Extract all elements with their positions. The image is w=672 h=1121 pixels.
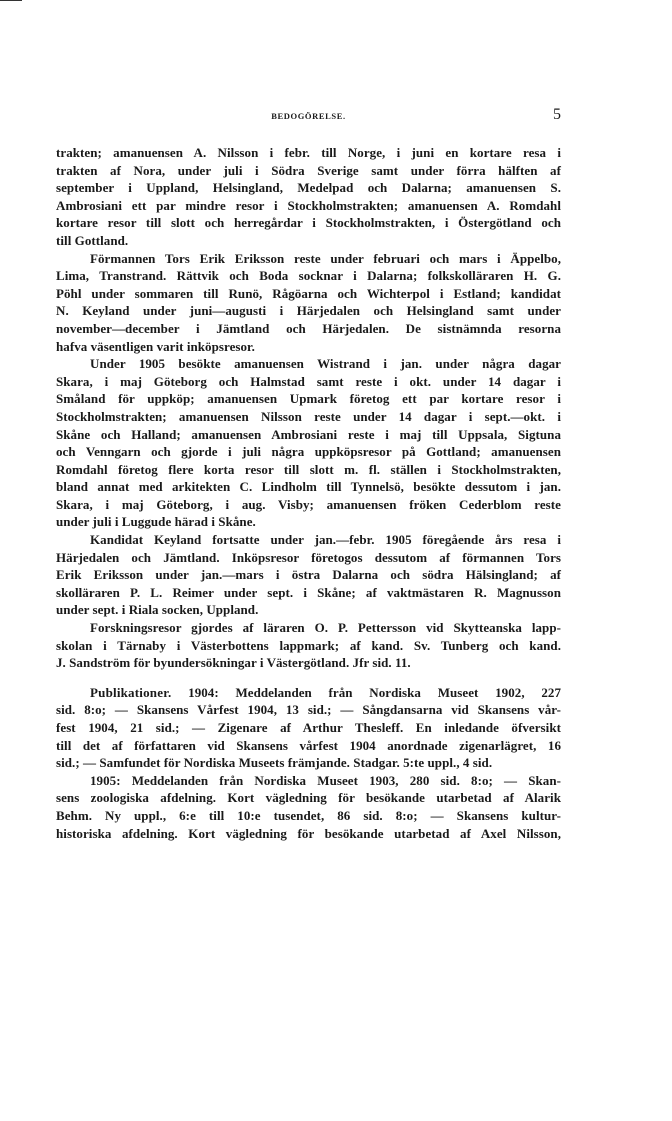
text-line: 1905: Meddelanden från Nordiska Museet 1903, 280 sid. 8:o; — Skan- — [90, 772, 561, 788]
text-line: hafva väsentligen varit inköpsresor. — [56, 338, 255, 354]
publications-first-line-text: 1904: Meddelanden från Nordiska Museet 1902, 227 — [171, 684, 561, 700]
text-line: till det af författaren vid Skansens vårfest 1904 anordnade zigenarlägret, 16 — [56, 737, 561, 753]
text-line: kortare resor till slott och herregårdar i Stockholmstrakten, i Östergötland och — [56, 215, 561, 231]
text-line: Erik Eriksson under jan.—mars i östra Dalarna och södra Hälsingland; af — [56, 567, 561, 583]
text-line: Småland för uppköp; amanuensen Upmark företog ett par kortare resor i — [56, 391, 561, 407]
publications-heading: Publikationer. — [90, 684, 172, 700]
text-line: fest 1904, 21 sid.; — Zigenare af Arthur Thesleff. En inledande öfversikt — [56, 720, 561, 735]
text-line: historiska afdelning. Kort vägledning för besökande utarbetad af Axel Nilsson, — [56, 825, 561, 841]
text-line: sens zoologiska afdelning. Kort vägledning för besökande utarbetad af Alarik — [56, 790, 561, 806]
text-line: Lima, Transtrand. Rättvik och Boda socknar i Dalarna; folkskolläraren H. G. — [56, 268, 561, 284]
paragraph-travels-1905 — [56, 355, 561, 531]
paragraph-travels-nilsson — [56, 144, 561, 250]
text-line: sid.; — Samfundet för Nordiska Museets främjande. Stadgar. 5:te uppl., 4 sid. — [56, 755, 493, 771]
paragraph-travels-eriksson — [56, 250, 561, 356]
text-line: under sept. i Riala socken, Uppland. — [56, 602, 259, 618]
text-line: till Gottland. — [56, 232, 129, 248]
paragraph-travels-keyland — [56, 531, 561, 619]
text-line: Ambrosiani ett par mindre resor i Stockholmstrakten; amanuensen A. Romdahl — [56, 197, 561, 213]
text-line: Stockholmstrakten; amanuensen Nilsson reste under 14 dagar i sept.—okt. i — [56, 408, 561, 424]
text-line: sid. 8:o; — Skansens Vårfest 1904, 13 sid.; — Sångdansarna vid Skansens vår- — [56, 702, 561, 718]
text-line: Pöhl under sommaren till Runö, Rågöarna och Wichterpol i Estland; kandidat — [56, 285, 561, 301]
text-line: Romdahl företog flere korta resor till slott m. fl. ställen i Stockholmstrakten, — [56, 461, 561, 477]
paragraph-research-travels — [56, 619, 561, 672]
text-line: N. Keyland under juni—augusti i Härjedalen och Helsingland samt under — [56, 303, 561, 319]
text-line: Behm. Ny uppl., 6:e till 10:e tusendet, 86 sid. 8:o; — Skansens kultur- — [56, 807, 561, 823]
text-line: Under 1905 besökte amanuensen Wistrand i jan. under några dagar — [90, 356, 561, 372]
text-line: Skåne och Halland; amanuensen Ambrosiani reste i maj till Uppsala, Sigtuna — [56, 426, 561, 442]
section-publications — [56, 684, 561, 842]
text-line: trakten af Nora, under juli i Södra Sverige samt under förra hälften af — [56, 162, 561, 178]
text-line: skolan i Tärnaby i Västerbottens lappmark; af kand. Sv. Tunberg och kand. — [56, 637, 561, 653]
text-line: Skara, i maj Göteborg och Halmstad samt reste i okt. under 14 dagar i — [56, 373, 561, 389]
section-gap — [56, 672, 561, 684]
text-line: skolläraren P. L. Reimer under sept. i Skåne; af vaktmästaren R. Magnusson — [56, 584, 561, 600]
text-line: bland annat med arkitekten C. Lindholm till Tynnelsö, besökte dessutom i jan. — [56, 479, 561, 495]
text-line: september i Uppland, Helsingland, Medelpad och Dalarna; amanuensen S. — [56, 180, 561, 196]
text-line: Skara, i maj Göteborg, i aug. Visby; amanuensen fröken Cederblom reste — [56, 496, 561, 512]
text-line: J. Sandström för byundersökningar i Västergötland. Jfr sid. 11. — [56, 655, 411, 671]
text-line: Forskningsresor gjordes af läraren O. P. Pettersson vid Skytteanska lapp- — [90, 620, 561, 636]
page-header — [56, 106, 561, 128]
text-line: under juli i Luggude härad i Skåne. — [56, 514, 256, 530]
text-line: Kandidat Keyland fortsatte under jan.—febr. 1905 föregående års resa i — [90, 532, 561, 548]
page-body — [56, 144, 561, 842]
page-number: 5 — [553, 106, 561, 123]
text-line — [56, 684, 561, 702]
text-line: trakten; amanuensen A. Nilsson i febr. till Norge, i juni en kortare resa i — [56, 145, 561, 160]
text-line: november—december i Jämtland och Härjedalen. De sistnämnda resorna — [56, 320, 561, 336]
text-line: Förmannen Tors Erik Eriksson reste under februari och mars i Äppelbo, — [90, 250, 561, 266]
text-line: Härjedalen och Jämtland. Inköpsresor företogos dessutom af förmannen Tors — [56, 549, 561, 565]
running-title: BEDOGÖRELSE. — [271, 111, 346, 121]
corner-mark — [0, 0, 22, 1]
text-line: och Venngarn och gjorde i juli några uppköpsresor på Gottland; amanuensen — [56, 444, 561, 460]
